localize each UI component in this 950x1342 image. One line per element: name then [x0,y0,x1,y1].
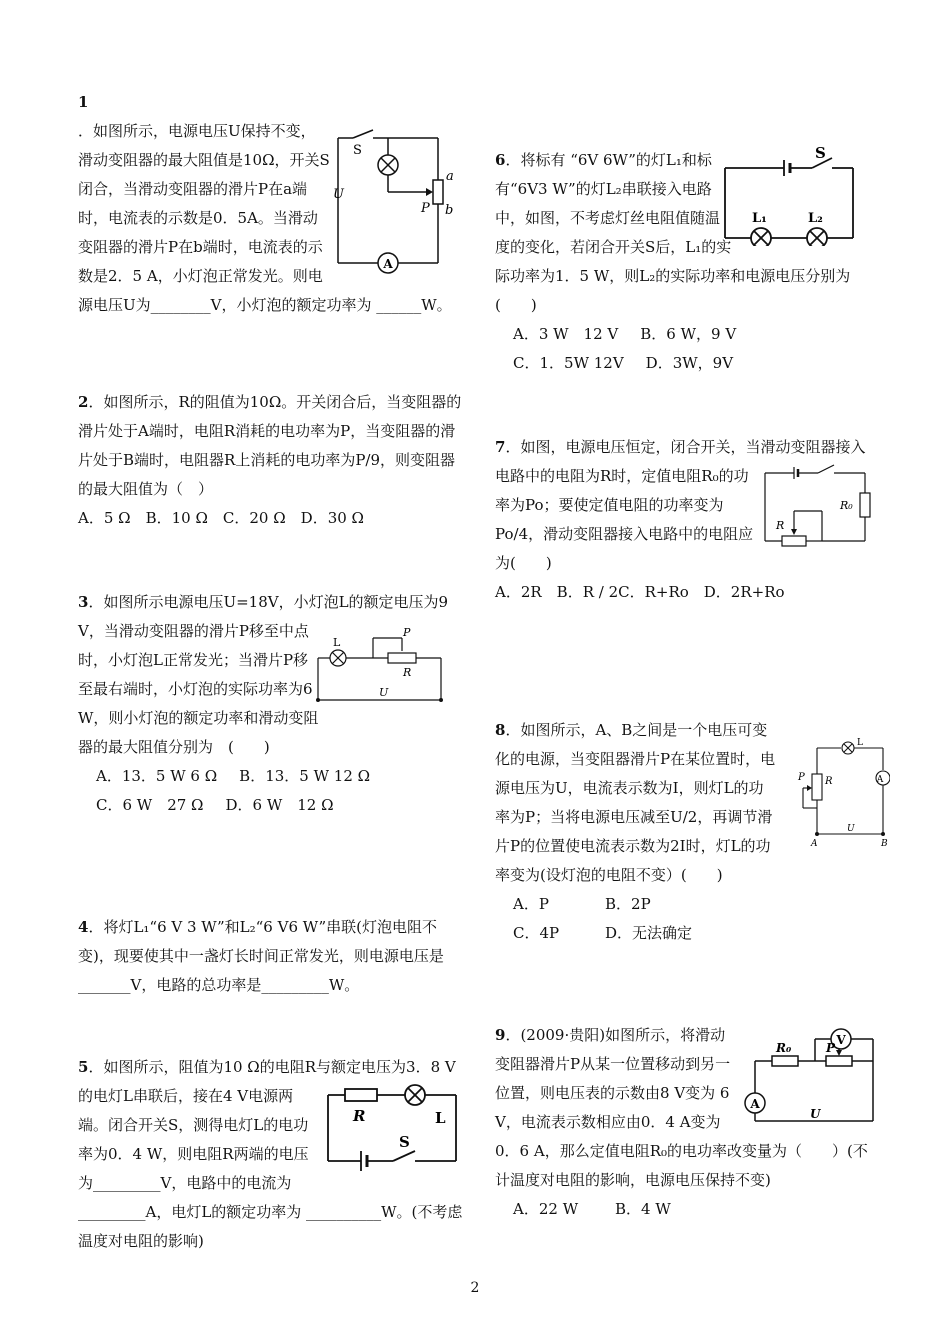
voltage-label: U [847,824,855,834]
resistor-label: R [353,1107,366,1125]
question-2 [78,388,463,588]
switch-label: S [399,1133,410,1151]
question-text: ．如图所示，A、B之间是一个电压可变化的电源，当变阻器滑片P在某位置时，电源电压为U，电流表示数为I，则灯L的功率为P；当将电源电压减至U/2，再调节滑片P的位置使电流表示数为2I时，灯L的功率变为(设灯泡的电阻不变）( ) [495,721,776,884]
terminal-b-label: B [881,839,888,848]
question-text: ．如图，电源电压恒定，闭合开关，当滑动变阻器接入电路中的电阻为R时，定值电阻R₀的功率为Po；要使定值电阻的功率变为Po/4，滑动变阻器接入电路中的电阻应为( ) [495,438,866,572]
question-number: 7 [495,438,506,456]
options: A．5 Ω B．10 Ω C．20 Ω D．30 Ω [78,509,364,527]
options [513,320,880,378]
voltmeter-label: V [836,1033,846,1047]
option-d: D．无法确定 [605,924,693,942]
circuit-diagram-q9 [740,1021,880,1131]
circuit-diagram-q6 [720,146,860,246]
diagram-spacer-top [462,88,463,128]
terminal-a-label: A [811,839,818,848]
r0-label: R₀ [776,1041,792,1055]
option-c: C．1．5W 12V [513,354,624,372]
diagram-spacer-top [879,716,880,738]
page-number: 2 [470,1280,480,1296]
question-number: 9 [495,1026,506,1044]
question-text: ．如图所示，R的阻值为10Ω。开关闭合后，当变阻器的滑片处于A端时，电阻R消耗的电功率为P，当变阻器的滑片处于B端时，电阻器R上消耗的电功率为P/9，则变阻器的最大阻值为（ ） [78,393,462,498]
diagram-spacer-top [879,433,880,463]
lamp-label: L [435,1109,446,1127]
option-d: D．6 W 12 Ω [225,796,334,814]
options: A．2R B．R / 2C．R+Ro D．2R+Ro [495,583,785,601]
r0-label: R₀ [840,499,853,512]
option-a: A．13．5 W 6 Ω [96,767,218,785]
question-number: 6 [495,151,506,169]
lamp-label: L [857,738,863,748]
circuit-diagram-q1 [333,128,458,278]
slider-label: P [798,772,805,783]
lamp-label: L [333,636,341,649]
question-number: 3 [78,593,89,611]
end-b-label: b [445,203,454,218]
question-text: ．将标有 “6V 6W”的灯L₁和标有“6V3 W”的灯L₂串联接入电路中，如图，不考虑灯丝电阻值随温度的变化，若闭合开关S后，L₁的实际功率为1．5 W，则L₂的实际功率和电源电压分别为 ( ) [495,151,851,314]
lamp1-label: L₁ [752,211,767,226]
diagram-spacer-top [462,1053,463,1083]
ammeter-label: A [750,1097,760,1111]
question-6 [495,146,880,433]
slider-label: P [826,1041,836,1055]
option-a: A．P [513,895,549,913]
question-text: ．将灯L₁“6 V 3 W”和L₂“6 V6 W”串联(灯泡电阻不变)，现要使其中一盏灯长时间正常发光，则电源电压是_______V，电路的总功率是_________W。 [78,918,444,994]
question-number: 5 [78,1058,89,1076]
voltage-label: U [333,187,344,202]
options [513,1195,880,1224]
slider-label: P [421,201,430,216]
switch-label: S [353,143,362,158]
rheostat-label: R [776,519,785,532]
question-9 [495,1021,880,1224]
question-3 [78,588,463,913]
question-4 [78,913,463,1053]
question-text: ．如图所示，电源电压U保持不变，滑动变阻器的最大阻值是10Ω，开关S闭合，当滑动变阻器的滑片P在a端时，电流表的示数是0．5A。当滑动变阻器的滑片P在b端时，电流表的示数是2．5 A，小灯泡正常发光。则电源电压U为________V，小灯泡的额定功率为 ______W。 [78,122,452,314]
question-number: 8 [495,721,506,739]
resistor-label: R [825,776,833,787]
left-column [78,88,463,1256]
question-text: ．如图所示电源电压U=18V，小灯泡L的额定电压为9 V，当滑动变阻器的滑片P移至中点时，小灯泡L正常发光；当滑片P移至最右端时，小灯泡的实际功率为6 W，则小灯泡的额定功率和滑动变阻器的最大阻值分别为 ( ) [78,593,449,756]
voltage-label: U [810,1107,821,1121]
question-number: 4 [78,918,89,936]
ammeter-label: A [383,257,393,271]
end-a-label: a [446,169,454,184]
circuit-diagram-q5 [323,1083,463,1173]
voltage-label: U [379,686,389,699]
option-a: A．22 W [513,1200,579,1218]
right-column [495,146,888,1224]
question-number: 1 [78,93,89,111]
circuit-diagram-q8 [795,738,890,848]
question-1 [78,88,463,388]
question-text: ．(2009·贵阳)如图所示，将滑动变阻器滑片P从某一位置移动到另一位置，则电压表的示数由8 V变为 6 V，电流表示数相应由0．4 A变为0．6 A，那么定值电阻R₀的电功率改变量为（ ）(不计温度对电阻的影响，电源电压保持不变) [495,1026,868,1189]
switch-label: S [815,146,826,162]
options [513,890,880,948]
question-number: 2 [78,393,89,411]
circuit-diagram-q7 [760,463,875,548]
option-c: C．6 W 27 Ω [96,796,204,814]
question-5 [78,1053,463,1256]
options [96,762,463,820]
question-8 [495,716,888,1021]
question-7 [495,433,880,716]
diagram-spacer-top [462,588,463,628]
ammeter-label: A [876,775,884,785]
question-text: ．如图所示，阻值为10 Ω的电阻R与额定电压为3．8 V的电灯L串联后，接在4 V电源两端。闭合开关S，测得电灯L的电功率为0．4 W，则电阻R两端的电压为_________V，电路中的电流为_________A，电灯L的额定功率为 __________W。(不考虑温度对电阻的影响) [78,1058,463,1250]
resistor-label: R [403,666,412,679]
slider-label: P [403,628,411,639]
circuit-diagram-q3 [313,628,448,708]
option-b: B．2P [605,895,651,913]
option-b: B．4 W [615,1200,671,1218]
lamp2-label: L₂ [808,211,823,226]
option-b: B．6 W，9 V [640,325,737,343]
option-c: C．4P [513,924,560,942]
option-a: A．3 W 12 V [513,325,619,343]
option-d: D．3W，9V [645,354,734,372]
option-b: B．13．5 W 12 Ω [239,767,371,785]
